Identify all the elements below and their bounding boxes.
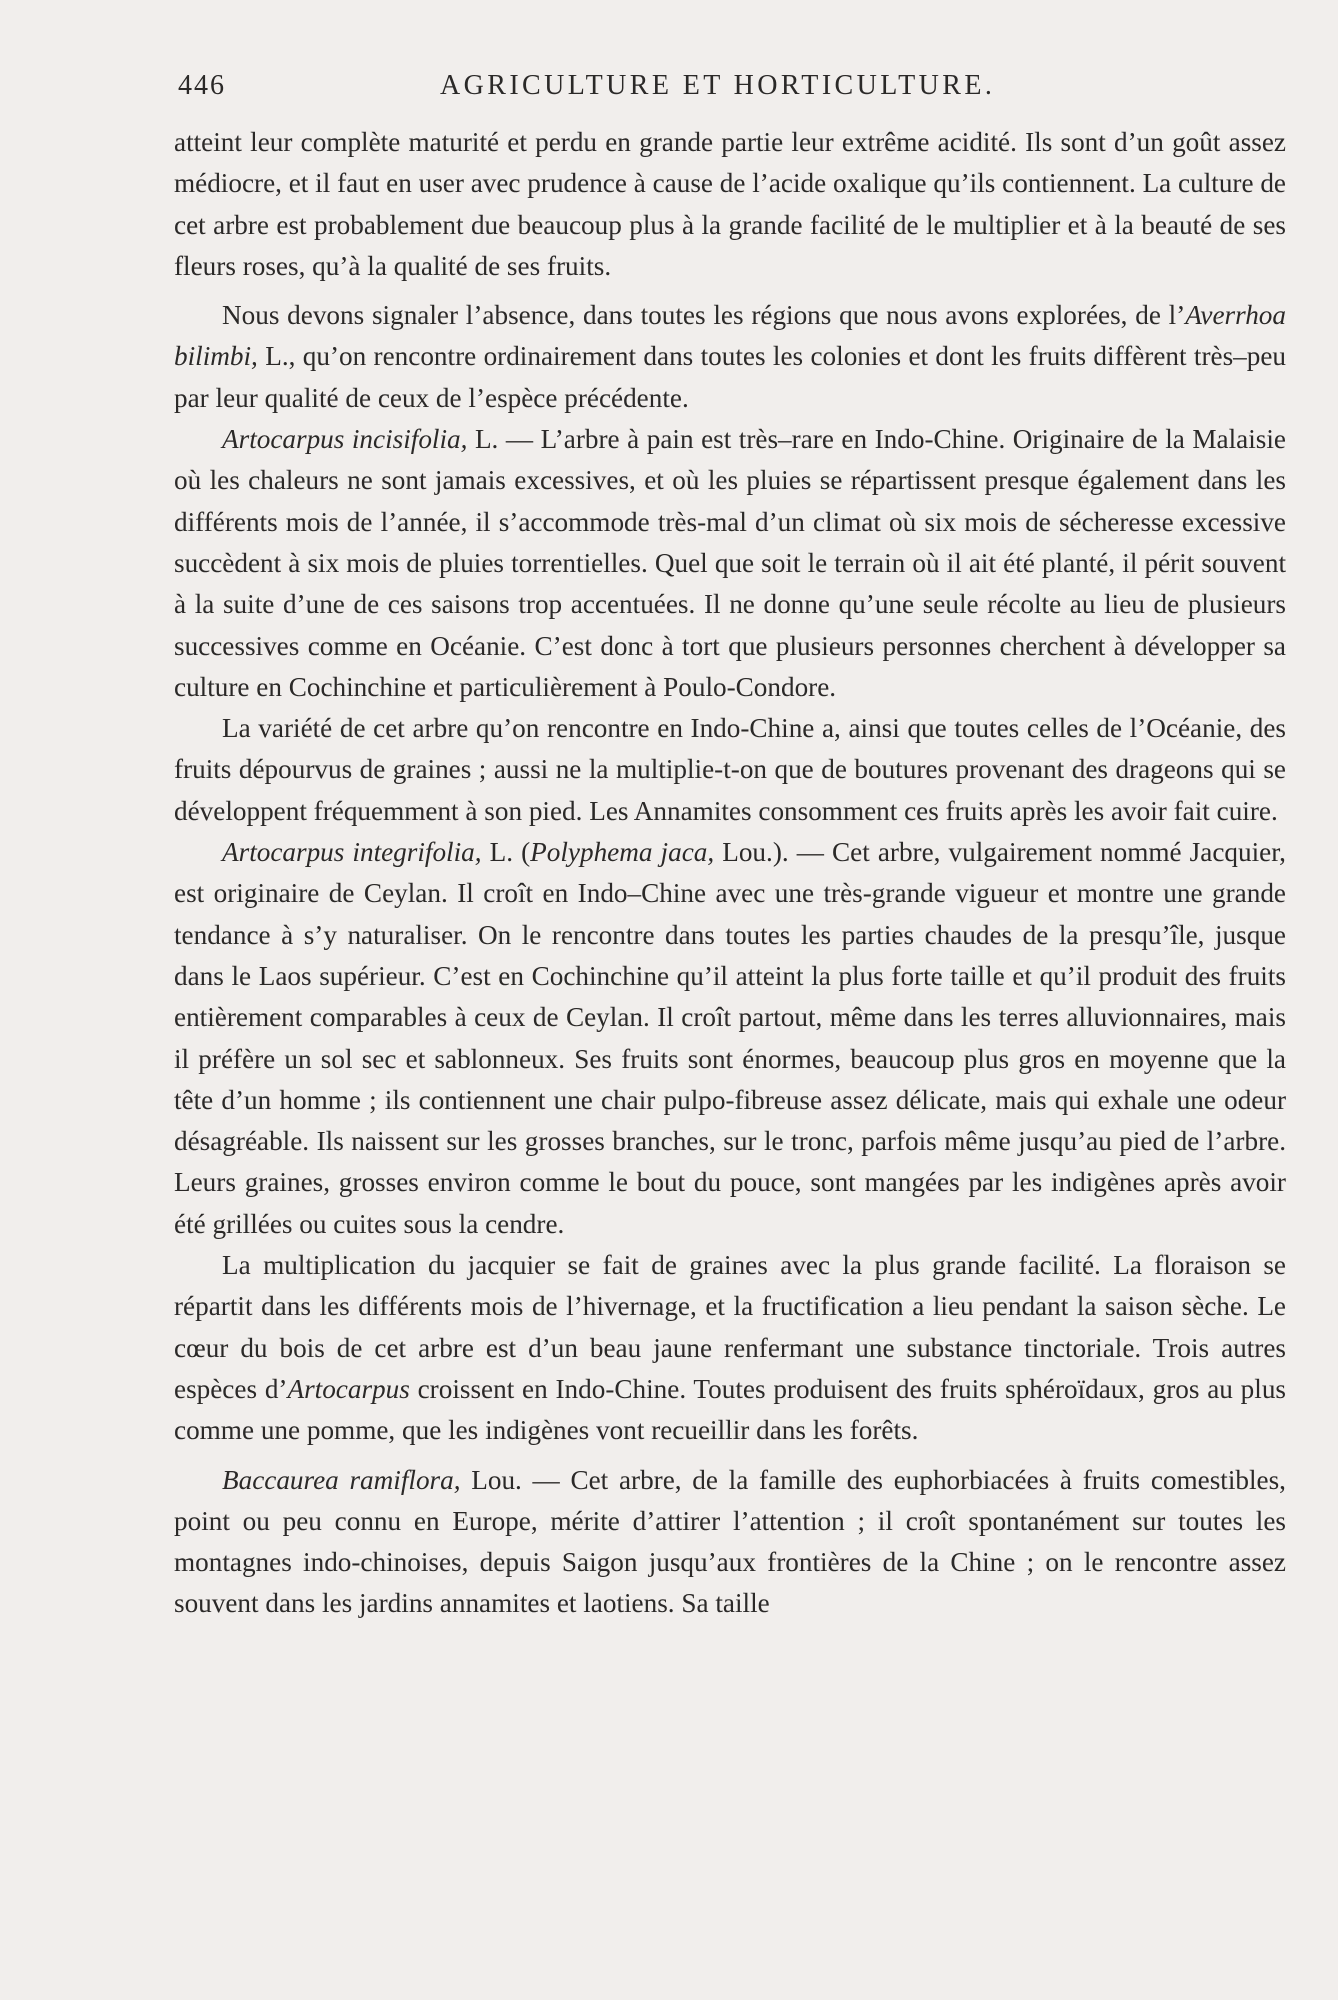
page-header — [178, 70, 1288, 110]
body-text — [174, 122, 1286, 1625]
paragraph-2-rest: L., qu’on rencontre ordinairement dans toutes les colonies et dont les fruits diffèrent très–peu par leur qualité de ceux de l’espèce précédente. — [174, 341, 1286, 413]
running-title: AGRICULTURE ET HORTICULTURE. — [440, 70, 996, 101]
species-name-averrhoa: Averrhoa bilimbi, — [174, 300, 1286, 372]
paragraph-3 — [174, 419, 1286, 708]
paragraph-2 — [174, 295, 1286, 419]
paragraph-7-rest: Lou. — Cet arbre, de la famille des euphorbiacées à fruits comestibles, point ou peu connu en Europe, mérite d’attirer l’attention ; il croît spontanément sur toutes les montagnes indo-chinoises, depuis Saigon jusqu’aux frontières de la Chine ; on le rencontre assez souvent dans les jardins annamites et laotiens. Sa taille — [174, 1464, 1286, 1619]
page-number: 446 — [178, 70, 226, 101]
paragraph-6-lead: La multiplication du jacquier se fait de graines avec la plus grande facilité. La floraison se répartit dans les différents mois de l’hivernage, et la fructification a lieu pendant la saison sèche. Le cœur du bois de cet arbre est d’un beau jaune renfermant une substance tinctoriale. Trois autres espèces d’ — [174, 1250, 1286, 1404]
genus-name-artocarpus: Artocarpus — [287, 1373, 410, 1404]
paragraph-2-lead: Nous devons signaler l’absence, dans toutes les régions que nous avons explorées, de l’ — [222, 300, 1186, 331]
paragraph-6-rest: croissent en Indo-Chine. Toutes produisent des fruits sphéroïdaux, gros au plus comme une pomme, que les indigènes vont recueillir dans les forêts. — [174, 1373, 1286, 1446]
paragraph-6 — [174, 1245, 1286, 1451]
species-name-artocarpus-integrifolia: Artocarpus integrifolia, — [222, 837, 482, 868]
paragraph-3-rest: L. — L’arbre à pain est très–rare en Indo-Chine. Originaire de la Malaisie où les chaleurs ne sont jamais excessives, et où les pluies se répartissent presque également dans les différents mois de l’année, il s’accommode très-mal d’un climat où six mois de sécheresse excessive succèdent à six mois de pluies torrentielles. Quel que soit le terrain où il ait été planté, il périt souvent à la suite d’une de ces saisons trop accentuées. Il ne donne qu’une seule récolte au lieu de plusieurs successives comme en Océanie. C’est donc à tort que plusieurs personnes cherchent à développer sa culture en Cochinchine et particulièrement à Poulo-Condore. — [174, 424, 1286, 702]
paragraph-7 — [174, 1460, 1286, 1625]
paragraph-5 — [174, 832, 1286, 1245]
species-name-artocarpus-incisifolia: Artocarpus incisifolia, — [222, 424, 468, 455]
paragraph-5-rest: Lou.). — Cet arbre, vulgairement nommé Jacquier, est originaire de Ceylan. Il croît en Indo–Chine avec une très-grande vigueur et montre une grande tendance à s’y naturaliser. On le rencontre dans toutes les parties chaudes de la presqu’île, jusque dans le Laos supérieur. C’est en Cochinchine qu’il atteint la plus forte taille et qu’il produit des fruits entièrement comparables à ceux de Ceylan. Il croît partout, même dans les terres alluvionnaires, mais il préfère un sol sec et sablonneux. Ses fruits sont énormes, beaucoup plus gros en moyenne que la tête d’un homme ; ils contiennent une chair pulpo-fibreuse assez délicate, mais qui exhale une odeur désagréable. Ils naissent sur les grosses branches, sur le tronc, parfois même jusqu’au pied de l’arbre. Leurs graines, grosses environ comme le bout du pouce, sont mangées par les indigènes après avoir été grillées ou cuites sous la cendre. — [174, 837, 1286, 1239]
paragraph-1: atteint leur complète maturité et perdu en grande partie leur extrême acidité. Ils sont d’un goût assez médiocre, et il faut en user avec prudence à cause de l’acide oxalique qu’ils contiennent. La culture de cet arbre est probablement due beaucoup plus à la grande facilité de le multiplier et à la beauté de ses fleurs roses, qu’à la qualité de ses fruits. — [174, 127, 1286, 281]
paragraph-5-mid: L. ( — [481, 837, 531, 868]
paragraph-4: La variété de cet arbre qu’on rencontre en Indo-Chine a, ainsi que toutes celles de l’Océanie, des fruits dépourvus de graines ; aussi ne la multiplie-t-on que de boutures provenant des drageons qui se développent fréquemment à son pied. Les Annamites consomment ces fruits après les avoir fait cuire. — [174, 713, 1286, 826]
synonym-polyphema-jaca: Polyphema jaca, — [530, 837, 715, 868]
species-name-baccaurea: Baccaurea ramiflora, — [222, 1464, 461, 1495]
